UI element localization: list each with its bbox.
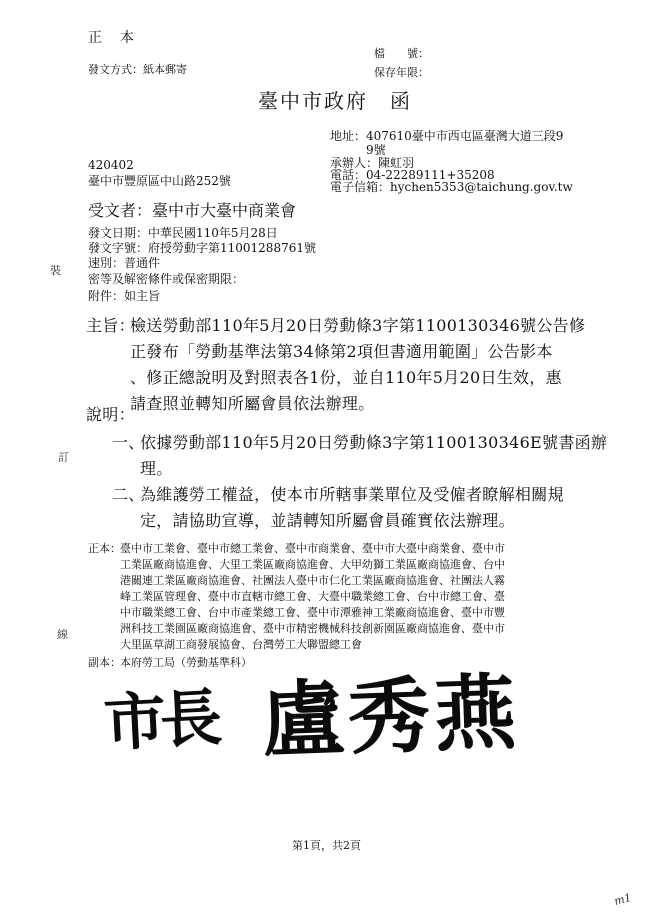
document-title: 臺中市政府 函 (258, 89, 412, 113)
cc-line: 中市職業總工會、台中市產業總工會、臺中市潭雅神工業廠商協進會、臺中市豐 (120, 606, 505, 619)
binding-mark: 訂 (58, 451, 69, 464)
file-number-label: 檔 號： (374, 47, 429, 60)
cc-copy-label: 副本： (88, 656, 121, 669)
subject-label: 主旨： (86, 316, 135, 335)
attachment-note: 附件：如主旨 (88, 289, 161, 303)
dispatch-method: 發文方式：紙本郵寄 (88, 63, 187, 76)
cc-line: 洲科技工業園區廠商協進會、臺中市精密機械科技創新園區廠商協進會、臺中市 (120, 622, 505, 635)
contact-email: 電子信箱：hychen5353@taichung.gov.tw (330, 180, 573, 194)
delivery-speed: 速別：普通件 (88, 256, 161, 270)
mayor-title-signature: 市長 (102, 681, 218, 760)
recipient-name: 受文者：臺中市大臺中商業會 (88, 201, 297, 220)
contact-phone: 電話：04-22289111+35208 (330, 168, 495, 182)
explanation-item-line: 定，請協助宣導，並請轉知所屬會員確實依法辦理。 (140, 511, 515, 530)
cc-line: 峰工業區管理會、臺中市直轄市總工會、大臺中職業總工會、台中市總工會、臺 (120, 590, 505, 603)
explanation-item-line: 理。 (140, 459, 173, 478)
binding-mark: 裝 (50, 264, 61, 277)
cc-line: 臺中市工業會、臺中市總工業會、臺中市商業會、臺中市大臺中商業會、臺中市 (120, 542, 505, 555)
binding-mark: 線 (57, 628, 68, 641)
issue-date: 發文日期：中華民國110年5月28日 (88, 226, 278, 240)
subject-line: 檢送勞動部110年5月20日勞動條3字第1100130346號公告修 (130, 316, 586, 335)
subject-line: 正發布「勞動基準法第34條第2項但書適用範圍」公告影本 (130, 342, 553, 361)
explanation-item-number: 一、 (112, 433, 145, 452)
corner-mark: m1 (612, 890, 633, 909)
explanation-item-number: 二、 (112, 485, 145, 504)
cc-line: 港關連工業區廠商協進會、社團法人臺中市仁化工業區廠商協進會、社團法人霧 (120, 574, 505, 587)
cc-copy-text: 本府勞工局（勞動基準科） (120, 656, 252, 669)
recipient-postal-code: 420402 (88, 158, 134, 172)
cc-line: 工業區廠商協進會、大里工業區廠商協進會、大甲幼獅工業區廠商協進會、台中 (120, 558, 505, 571)
recipient-address: 臺中市豐原區中山路252號 (88, 174, 231, 188)
page-number: 第1頁，共2頁 (292, 839, 361, 852)
secrecy-level: 密等及解密條件或保密期限： (88, 272, 245, 286)
subject-line: 、修正總說明及對照表各1份，並自110年5月20日生效，惠 (130, 368, 562, 387)
copy-type: 正 本 (88, 30, 136, 46)
sender-address: 地址：407610臺中市西屯區臺灣大道三段9 (330, 129, 564, 143)
document-number: 發文字號：府授勞動字第11001288761號 (88, 241, 316, 255)
contact-person: 承辦人：陳虹羽 (330, 156, 415, 170)
cc-main-label: 正本： (88, 542, 121, 555)
sender-address-cont: 9號 (366, 143, 386, 157)
explanation-label: 說明： (86, 405, 135, 424)
subject-line: 請查照並轉知所屬會員依法辦理。 (130, 394, 375, 413)
explanation-item-line: 為維護勞工權益，使本市所轄事業單位及受僱者瞭解相關規 (140, 485, 564, 504)
retention-label: 保存年限： (374, 66, 429, 79)
explanation-item-line: 依據勞動部110年5月20日勞動條3字第1100130346E號書函辦 (140, 433, 608, 452)
cc-line: 大里區草湖工商發展協會、台灣勞工大聯盟總工會 (120, 638, 362, 651)
mayor-name-signature: 盧秀燕 (260, 664, 522, 770)
